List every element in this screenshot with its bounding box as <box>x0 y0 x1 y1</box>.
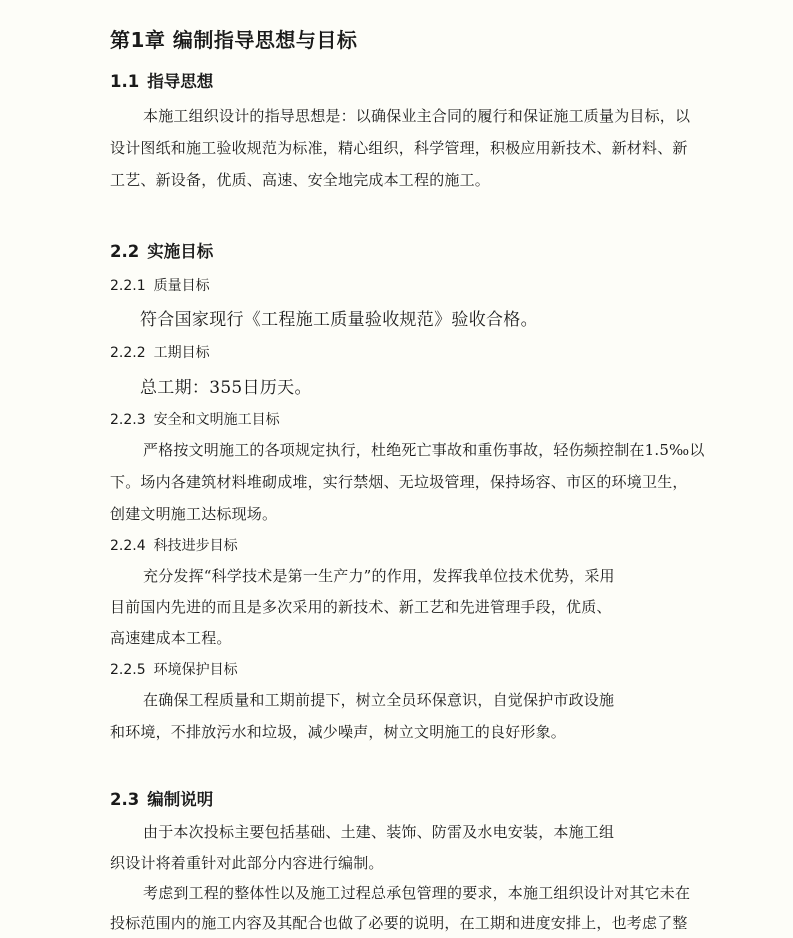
section-title: 指导思想 <box>147 72 214 91</box>
subsection-heading-2-2-2 <box>110 342 210 362</box>
subsection-title: 质量目标 <box>153 278 210 294</box>
section-number: 1.1 <box>110 72 140 91</box>
subsection-title: 工期目标 <box>153 345 210 361</box>
paragraph-line: 创建文明施工达标现场。 <box>110 505 278 523</box>
section-heading-1-1 <box>110 68 213 92</box>
paragraph-line: 由于本次投标主要包括基础、土建、装饰、防雷及水电安装，本施工组 <box>143 823 615 841</box>
paragraph-line: 严格按文明施工的各项规定执行，杜绝死亡事故和重伤事故，轻伤频控制在1.5‰以 <box>143 441 705 459</box>
subsection-number: 2.2.3 <box>110 412 146 428</box>
subsection-title: 安全和文明施工目标 <box>153 412 280 428</box>
schedule-target-text: 总工期：355日历天。 <box>140 378 312 398</box>
paragraph-line: 高速建成本工程。 <box>110 629 232 647</box>
paragraph-line: 充分发挥“科学技术是第一生产力”的作用，发挥我单位技术优势，采用 <box>143 567 615 585</box>
subsection-heading-2-2-1 <box>110 275 210 295</box>
subsection-title: 科技进步目标 <box>153 538 238 554</box>
subsection-heading-2-2-3 <box>110 409 280 429</box>
section-number: 2.3 <box>110 790 140 809</box>
subsection-number: 2.2.5 <box>110 662 146 678</box>
paragraph-line: 设计图纸和施工验收规范为标准，精心组织，科学管理，积极应用新技术、新材料、新 <box>110 139 688 157</box>
section-number: 2.2 <box>110 242 140 261</box>
subsection-heading-2-2-4 <box>110 535 238 555</box>
subsection-number: 2.2.1 <box>110 278 146 294</box>
quality-target-text: 符合国家现行《工程施工质量验收规范》验收合格。 <box>140 310 538 330</box>
paragraph-line: 织设计将着重针对此部分内容进行编制。 <box>110 854 384 872</box>
paragraph-line: 和环境，不排放污水和垃圾，减少噪声，树立文明施工的良好形象。 <box>110 723 567 741</box>
subsection-number: 2.2.2 <box>110 345 146 361</box>
paragraph-line: 下。场内各建筑材料堆砌成堆，实行禁烟、无垃圾管理，保持场容、市区的环境卫生， <box>110 473 688 491</box>
paragraph-line: 本施工组织设计的指导思想是：以确保业主合同的履行和保证施工质量为目标，以 <box>143 107 691 125</box>
section-heading-2-2 <box>110 238 213 262</box>
chapter-title: 第1章 编制指导思想与目标 <box>110 28 358 52</box>
subsection-title: 环境保护目标 <box>153 662 238 678</box>
paragraph-line: 工艺、新设备，优质、高速、安全地完成本工程的施工。 <box>110 171 491 189</box>
section-heading-2-3 <box>110 786 213 810</box>
section-title: 实施目标 <box>147 242 214 261</box>
subsection-heading-2-2-5 <box>110 659 238 679</box>
paragraph-line: 在确保工程质量和工期前提下，树立全员环保意识，自觉保护市政设施 <box>143 691 615 709</box>
paragraph-line: 考虑到工程的整体性以及施工过程总承包管理的要求，本施工组织设计对其它未在 <box>143 884 691 902</box>
subsection-number: 2.2.4 <box>110 538 146 554</box>
paragraph-line: 投标范围内的施工内容及其配合也做了必要的说明，在工期和进度安排上，也考虑了整 <box>110 914 688 932</box>
paragraph-line: 目前国内先进的而且是多次采用的新技术、新工艺和先进管理手段，优质、 <box>110 598 612 616</box>
section-title: 编制说明 <box>147 790 214 809</box>
